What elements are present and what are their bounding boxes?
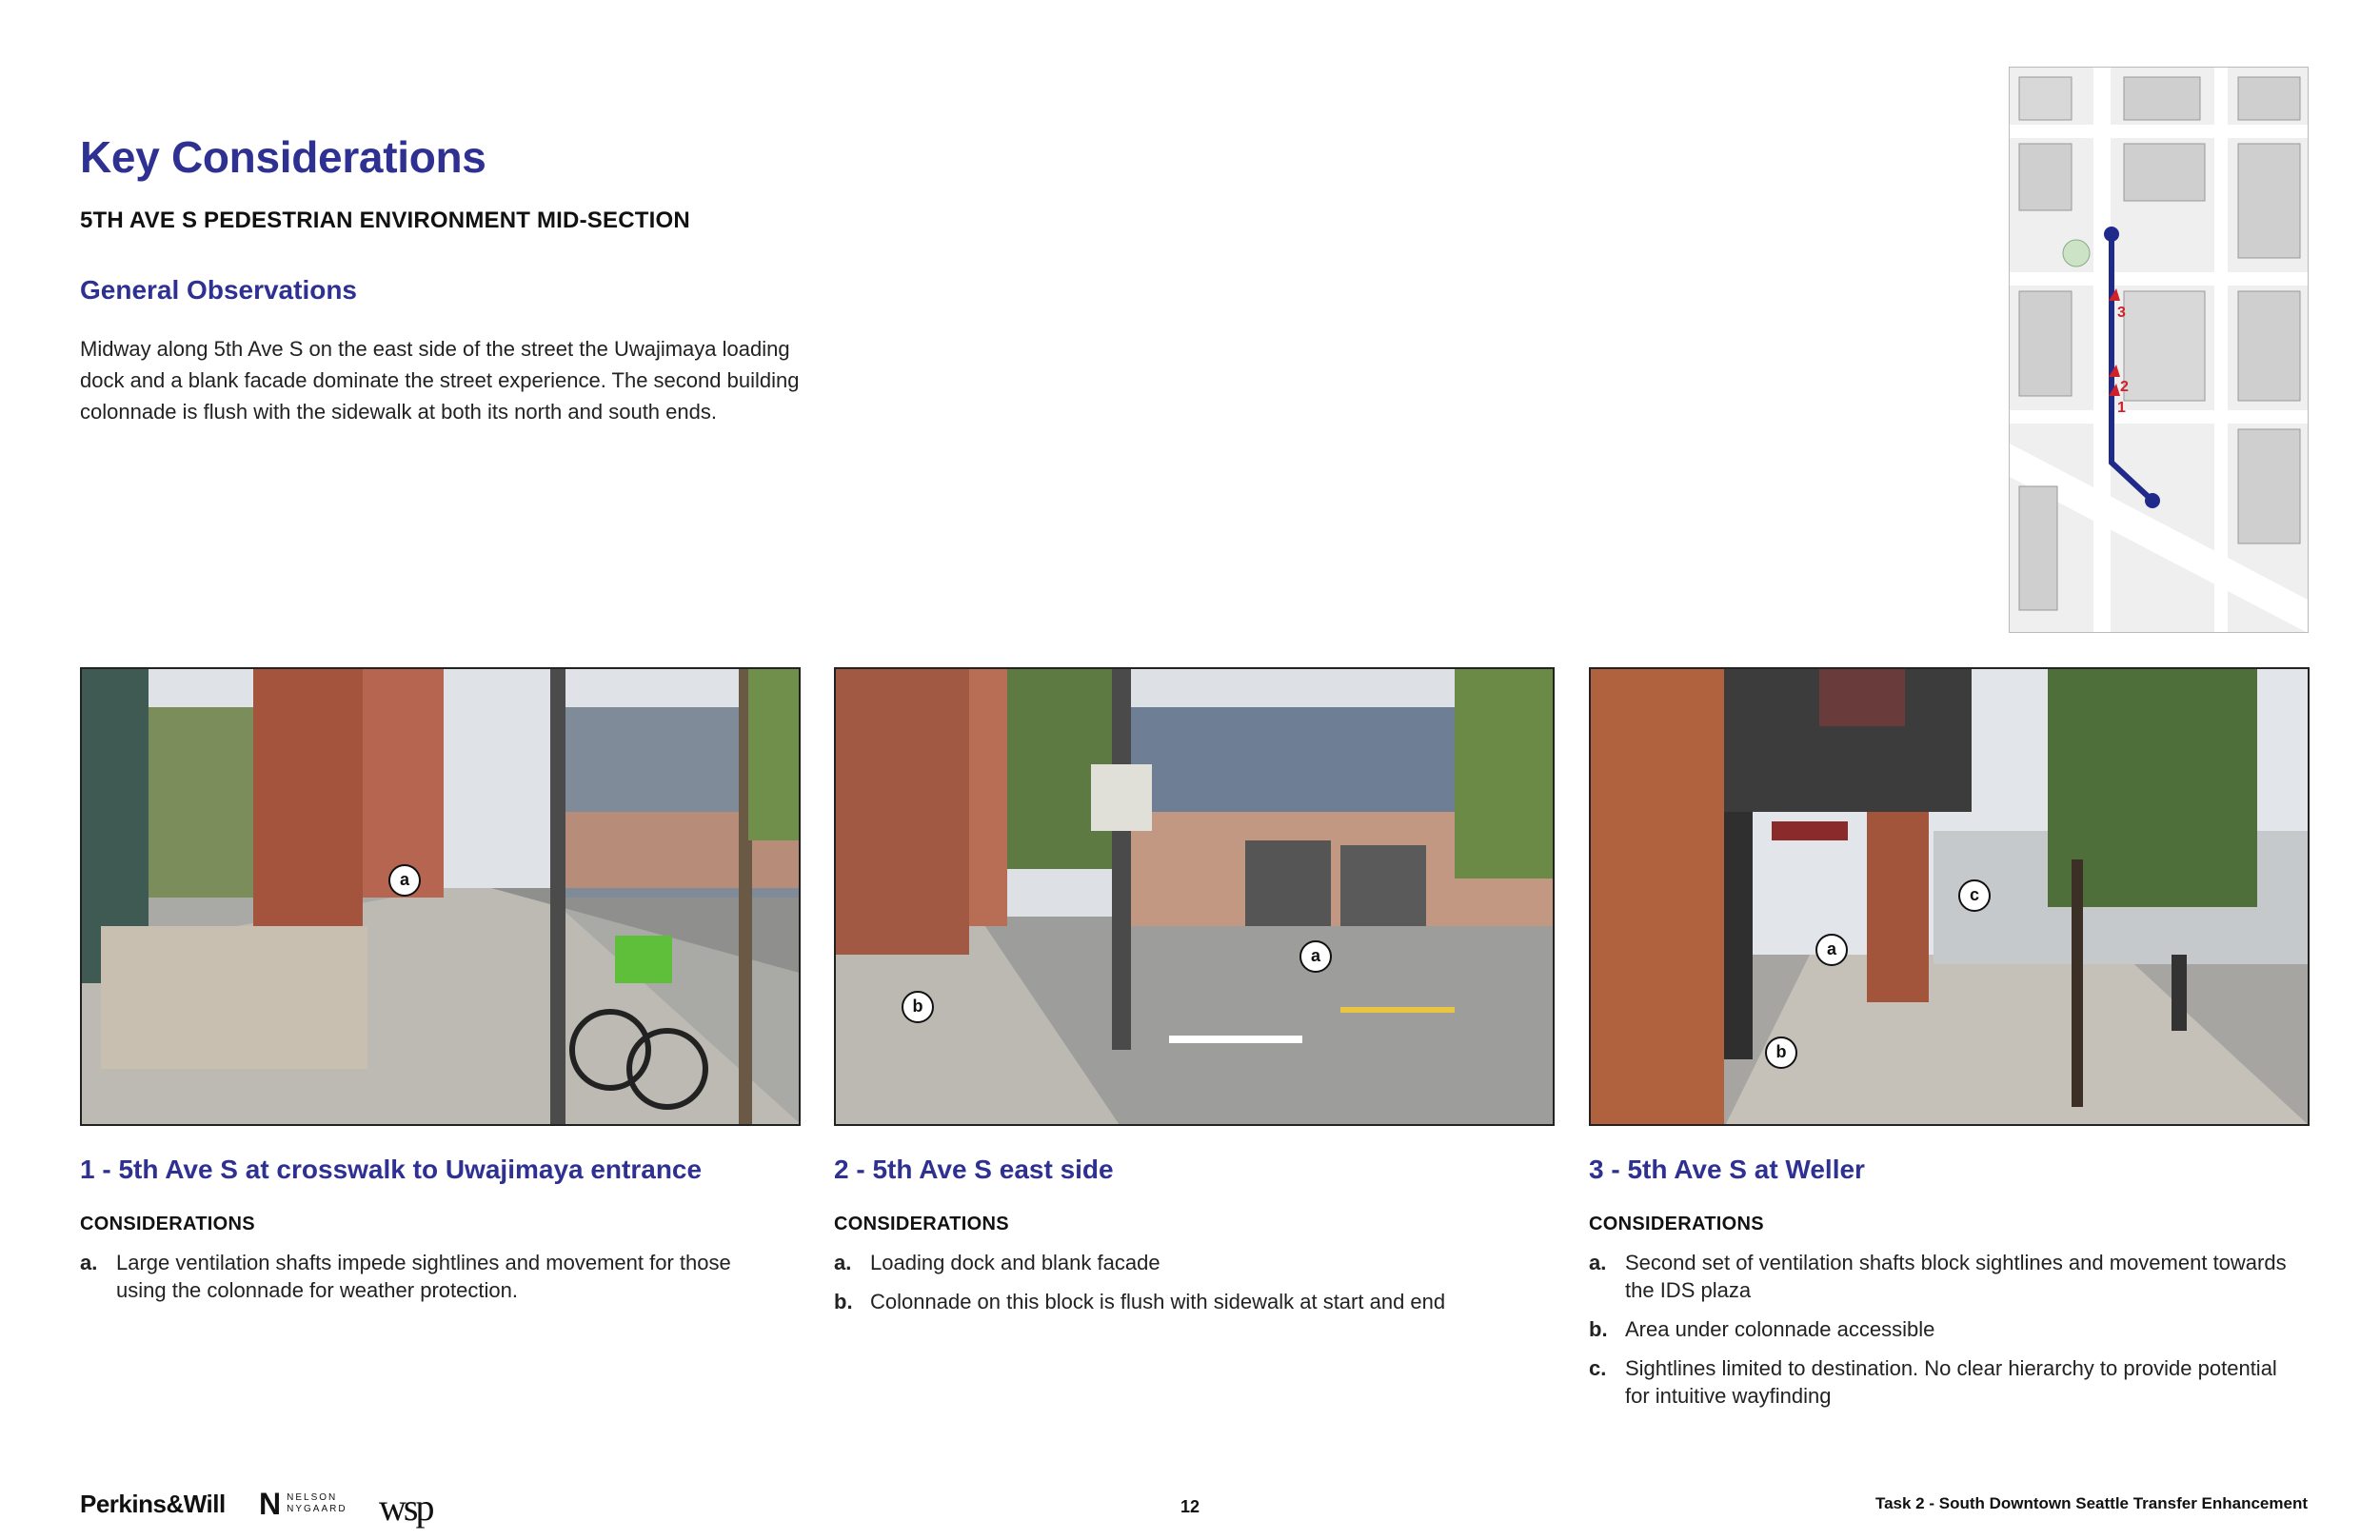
photo-2-image xyxy=(836,669,1555,1126)
site-map-drawing xyxy=(2010,68,2309,633)
photo-3 xyxy=(1589,667,2310,1126)
column-2-considerations-label: CONSIDERATIONS xyxy=(834,1214,1009,1234)
wsp-logo: wsp xyxy=(379,1486,432,1529)
list-item: b. Colonnade on this block is flush with sidewalk at start and end xyxy=(834,1290,1446,1313)
column-2-title: 2 - 5th Ave S east side xyxy=(834,1155,1114,1184)
map-marker-1: 1 xyxy=(2117,400,2126,416)
photo-3-marker-b: b xyxy=(1765,1037,1797,1069)
photo-2 xyxy=(834,667,1555,1126)
photo-1 xyxy=(80,667,801,1126)
nelson-nygaard-logo xyxy=(259,1487,347,1521)
nelson-nygaard-mark: N xyxy=(259,1487,282,1521)
list-item: b. Area under colonnade accessible xyxy=(1589,1317,1935,1341)
photo-3-marker-a: a xyxy=(1815,934,1848,966)
map-marker-2: 2 xyxy=(2120,379,2129,395)
page-subtitle: 5TH AVE S PEDESTRIAN ENVIRONMENT MID-SECTION xyxy=(80,207,690,233)
nelson-word: NELSON xyxy=(287,1492,338,1503)
document-title: Task 2 - South Downtown Seattle Transfer Enhancement xyxy=(1874,1494,2308,1512)
column-3-considerations-label: CONSIDERATIONS xyxy=(1589,1214,1764,1234)
observations-body: Midway along 5th Ave S on the east side of the street the Uwajimaya loading dock and a blank facade dominate the street experience. The second building colonnade is flush with the sidewalk at both its north and south ends. xyxy=(80,337,800,424)
photo-3-image xyxy=(1591,669,2310,1126)
observations-heading: General Observations xyxy=(80,275,358,305)
page-title: Key Considerations xyxy=(80,132,486,182)
photo-1-marker-a: a xyxy=(388,864,421,897)
perkins-will-logo: Perkins&Will xyxy=(80,1490,226,1518)
nygaard-word: NYGAARD xyxy=(287,1504,347,1514)
column-1-list xyxy=(80,1249,784,1315)
photo-2-marker-a: a xyxy=(1299,940,1332,973)
site-map xyxy=(2009,67,2309,633)
photo-1-image xyxy=(82,669,801,1126)
list-item: c. Sightlines limited to destination. No clear hierarchy to provide potential for intuitive wayfinding xyxy=(1589,1356,2277,1408)
column-1-title: 1 - 5th Ave S at crosswalk to Uwajimaya entrance xyxy=(80,1155,703,1184)
list-item: a. Loading dock and blank facade xyxy=(834,1251,1160,1274)
column-3-list xyxy=(1589,1249,2293,1421)
column-3-title: 3 - 5th Ave S at Weller xyxy=(1589,1155,1865,1184)
map-marker-3: 3 xyxy=(2117,305,2126,321)
list-item: a. Second set of ventilation shafts block sightlines and movement towards the IDS plaza xyxy=(1589,1251,2287,1302)
list-item: a. Large ventilation shafts impede sightlines and movement for those using the colonnade for weather protection. xyxy=(80,1251,731,1302)
page-number: 12 xyxy=(1180,1497,1200,1516)
column-2-list xyxy=(834,1249,1538,1327)
photo-3-marker-c: c xyxy=(1958,879,1991,912)
column-1-considerations-label: CONSIDERATIONS xyxy=(80,1214,255,1234)
photo-2-marker-b: b xyxy=(902,991,934,1023)
